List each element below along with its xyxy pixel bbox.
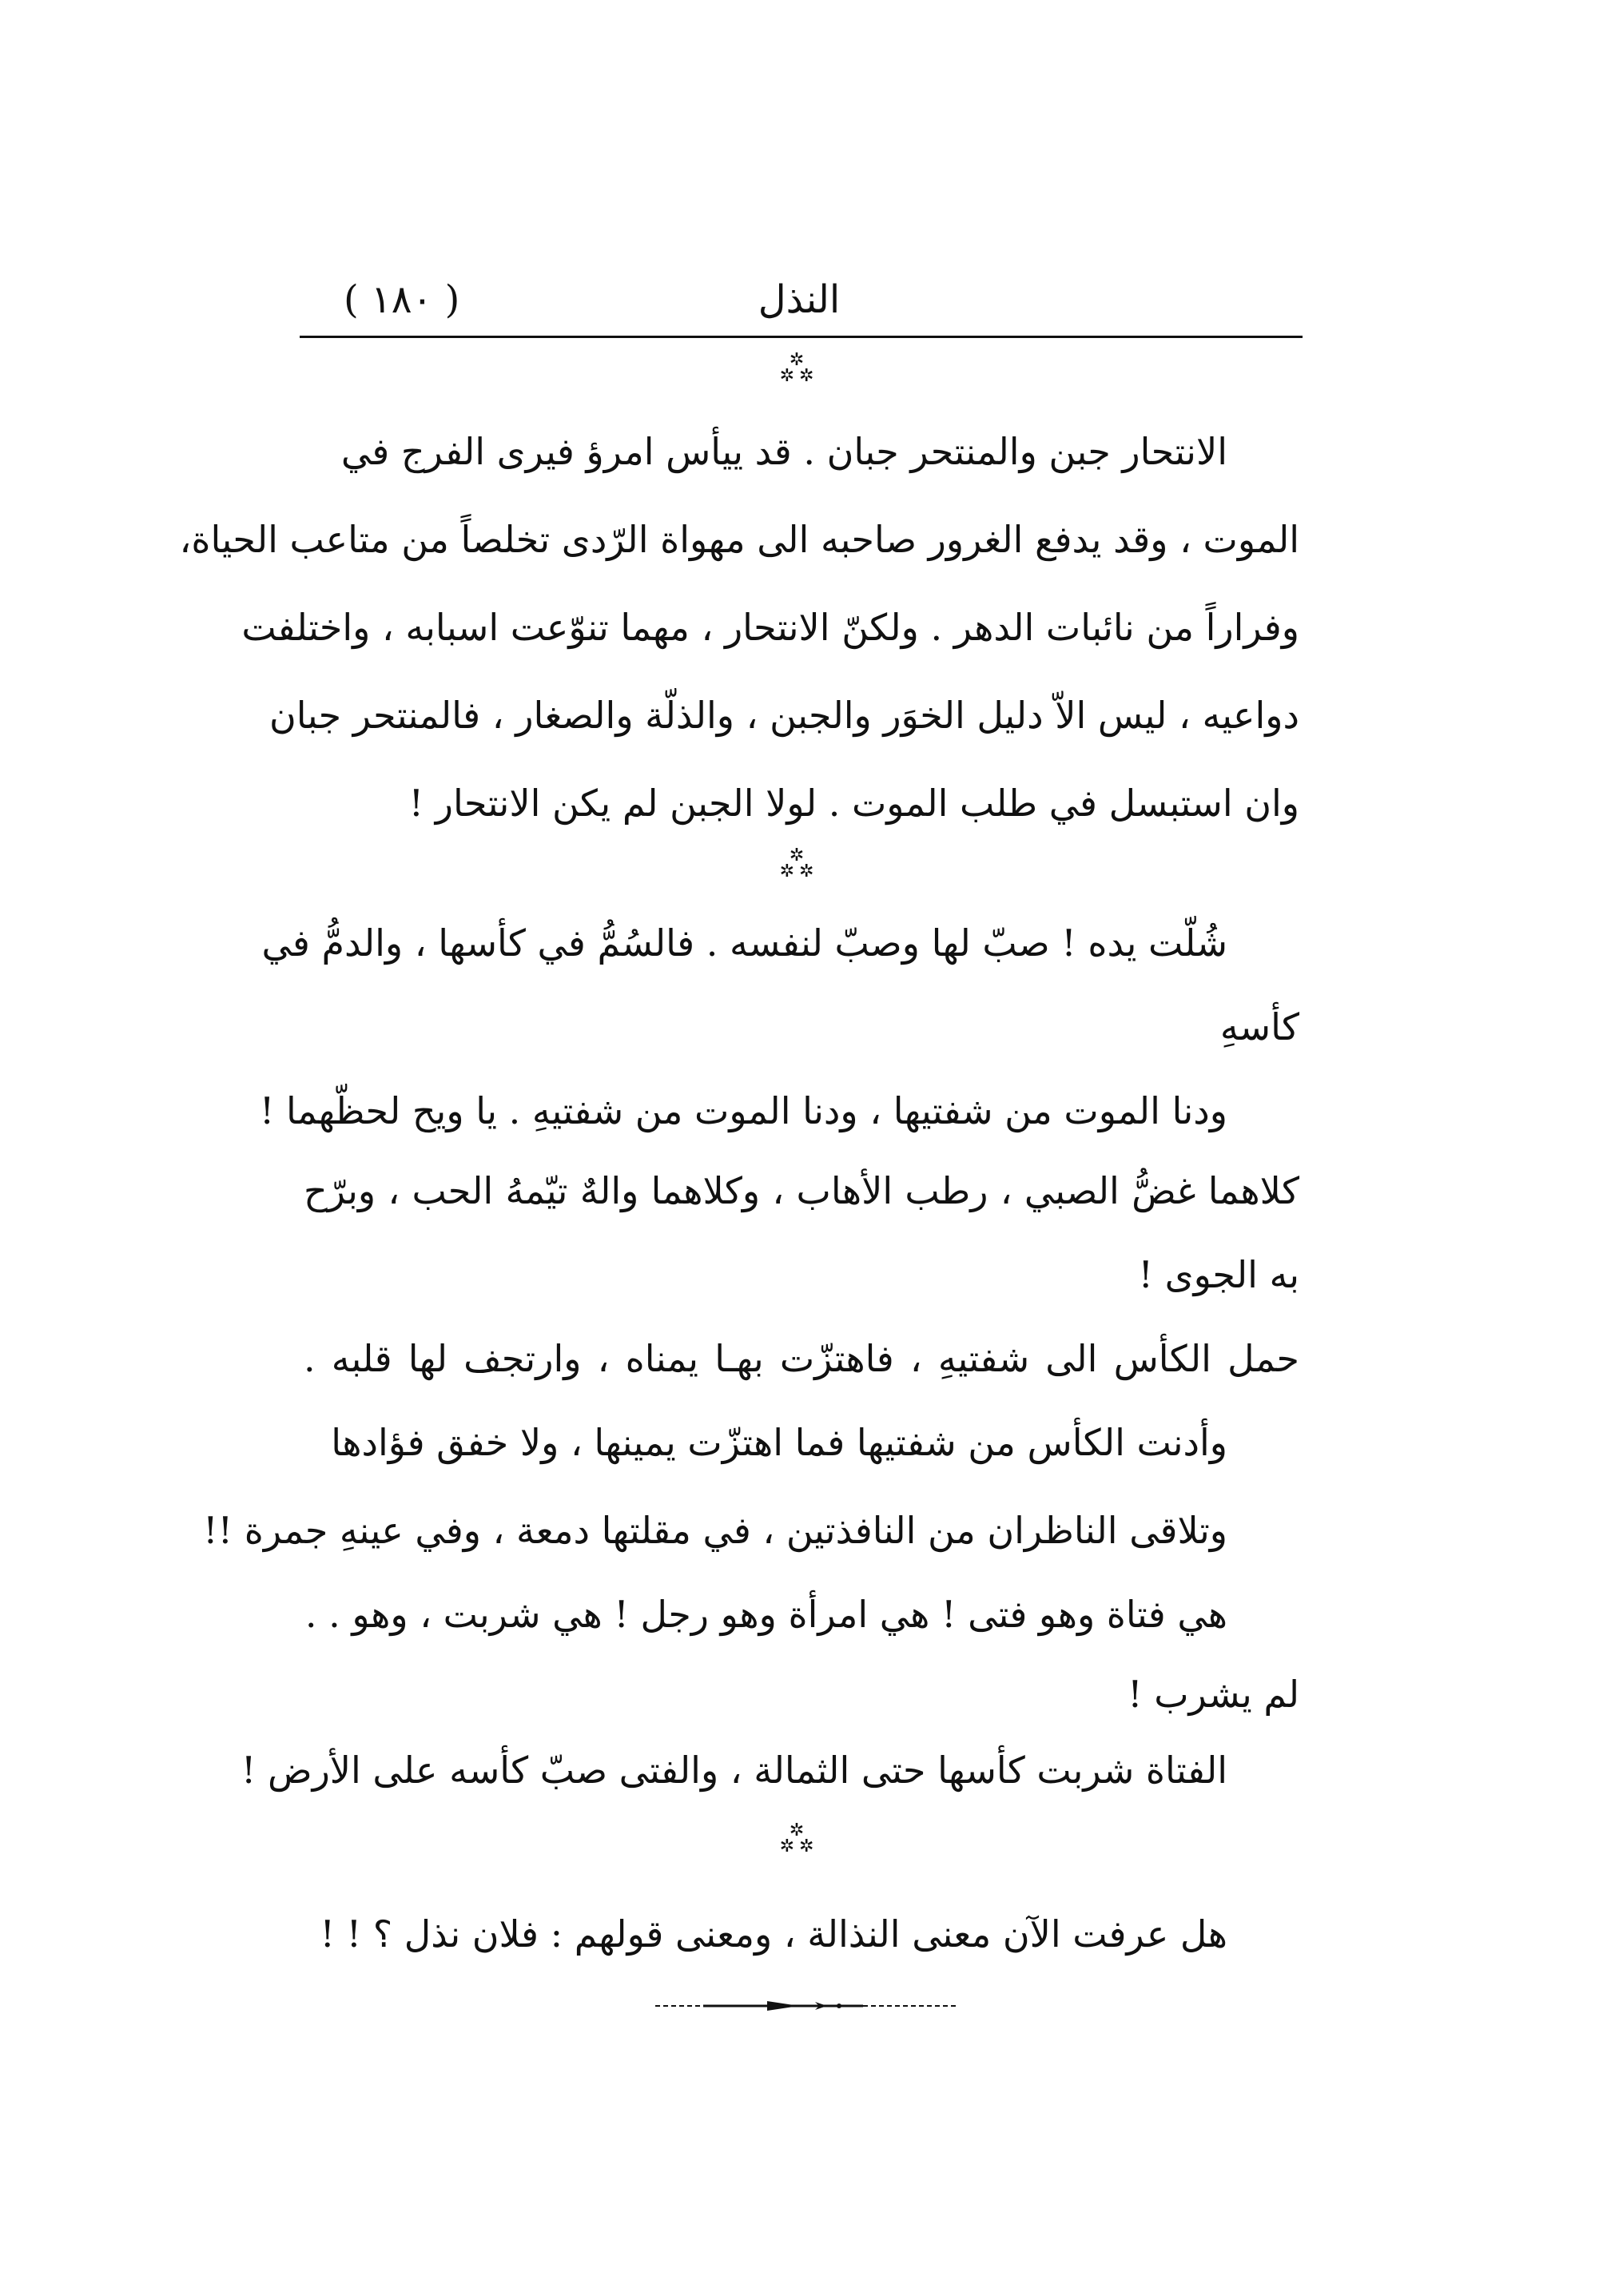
separator-stars: ✲ ✲✲ <box>779 1820 819 1856</box>
separator-stars: ✲ ✲✲ <box>779 350 819 386</box>
text-line: وفراراً من نائبات الدهر . ولكنّ الانتحار ، مهما تنوّعت اسبابه ، واختلفت <box>241 606 1299 649</box>
footer-ornament <box>655 1998 959 2014</box>
text-line: لم يشرب ! <box>1128 1673 1299 1716</box>
text-line: وتلاقى الناظران من النافذتين ، في مقلتها دمعة ، وفي عينهِ جمرة !! <box>203 1509 1227 1552</box>
text-line: الموت ، وقد يدفع الغرور صاحبه الى مهواة الرّدى تخلصاً من متاعب الحياة، <box>179 518 1299 561</box>
running-title: النذل <box>758 277 841 322</box>
text-line: هل عرفت الآن معنى النذالة ، ومعنى قولهم : فلان نذل ؟ ! ! <box>320 1912 1227 1956</box>
text-line: هي فتاة وهو فتى ! هي امرأة وهو رجل ! هي شربت ، وهو . . <box>304 1593 1227 1636</box>
text-line: كأسهِ <box>1219 1005 1299 1049</box>
separator-stars: ✲ ✲✲ <box>779 846 819 881</box>
text-line: شُلّت يده ! صبّ لها وصبّ لنفسه . فالسُمُّ في كأسها ، والدمُّ في <box>261 921 1227 965</box>
text-line: كلاهما غضُّ الصبي ، رطب الأهاب ، وكلاهما والهٌ تيّمهُ الحب ، وبرّح <box>304 1169 1299 1212</box>
text-line: وان استبسل في طلب الموت . لولا الجبن لم يكن الانتحار ! <box>408 782 1299 825</box>
text-line: دواعيه ، ليس الاّ دليل الخوَر والجبن ، والذلّة والصغار ، فالمنتحر جبان <box>268 694 1299 737</box>
page-header <box>296 264 1303 336</box>
text-line: وأدنت الكأس من شفتيها فما اهتزّت يمينها ، ولا خفق فؤادها <box>331 1421 1227 1464</box>
page-number: ( ١٨٠ ) <box>344 277 460 322</box>
text-line: ودنا الموت من شفتيها ، ودنا الموت من شفتيهِ . يا ويح لحظّهما ! <box>259 1089 1227 1132</box>
text-line: الفتاة شربت كأسها حتى الثمالة ، والفتى صبّ كأسه على الأرض ! <box>241 1749 1227 1792</box>
text-line: به الجوى ! <box>1138 1253 1299 1296</box>
text-line: الانتحار جبن والمنتحر جبان . قد ييأس امرؤ فيرى الفرج في <box>340 430 1227 473</box>
header-rule <box>300 336 1303 338</box>
text-line: حمل الكأس الى شفتيهِ ، فاهتزّت بهـا يمناه ، وارتجف لها قلبه . <box>304 1337 1299 1380</box>
